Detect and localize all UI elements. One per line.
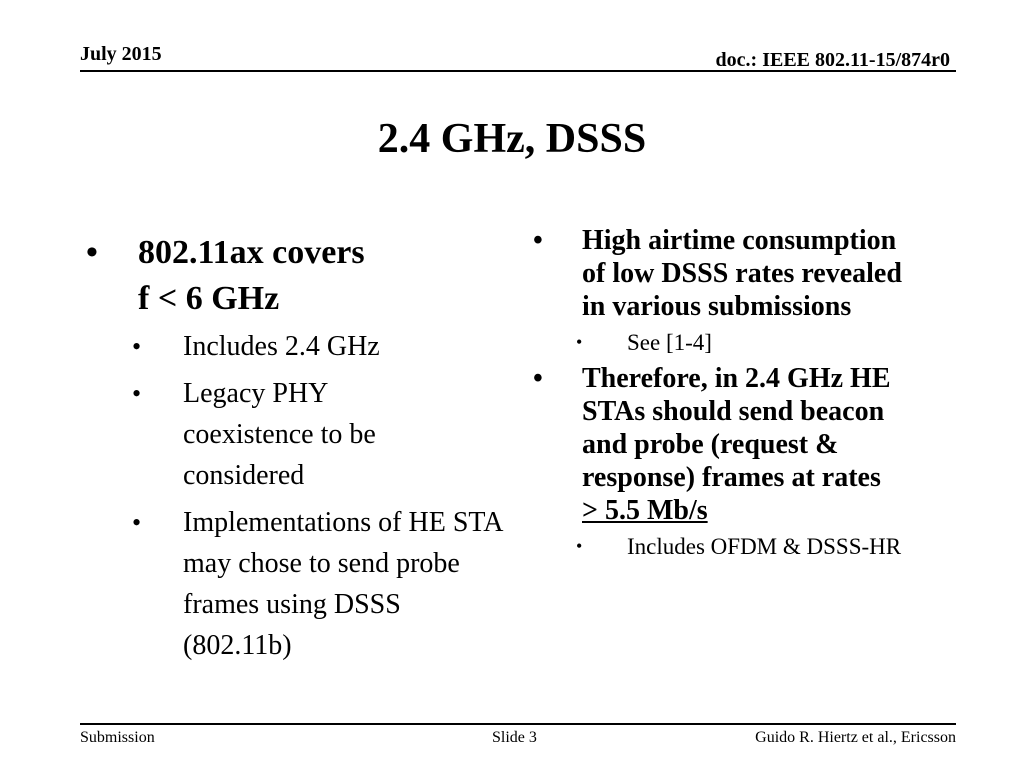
left-sub-bullet-text: Includes 2.4 GHz xyxy=(183,331,380,362)
header-doc-id: doc.: IEEE 802.11-15/874r0 xyxy=(715,49,950,71)
footer-submission: Submission xyxy=(80,729,155,746)
header-divider xyxy=(80,70,956,72)
left-sub-bullet-text: Implementations of HE STA may chose to send probe frames using DSSS (802.11b) xyxy=(183,507,502,661)
rate-threshold: > 5.5 Mb/s xyxy=(582,495,708,526)
left-main-bullet xyxy=(86,230,516,322)
right-bullet-text: High airtime consumption of low DSSS rates revealed in various submissions xyxy=(582,225,902,322)
header-date: July 2015 xyxy=(80,43,162,65)
left-sub-bullet xyxy=(86,326,413,367)
left-column xyxy=(86,230,516,666)
right-sub-bullet xyxy=(533,533,927,560)
left-bullet-list xyxy=(86,230,516,322)
right-column xyxy=(533,224,953,566)
right-sub-bullet-text: Includes OFDM & DSSS-HR xyxy=(627,534,902,559)
footer-slide-number: Slide 3 xyxy=(492,729,537,746)
left-main-bullet-line1: 802.11ax covers xyxy=(138,234,365,271)
left-sub-bullet-list xyxy=(86,326,516,666)
right-bullet-list xyxy=(533,224,953,560)
left-sub-bullet-text: Legacy PHY coexistence to be considered xyxy=(183,378,376,491)
right-sub-bullet xyxy=(533,329,953,356)
right-bullet xyxy=(533,224,917,323)
right-sub-bullet-text: See [1-4] xyxy=(627,330,712,355)
right-bullet xyxy=(533,362,912,527)
left-main-bullet-line2: f < 6 GHz xyxy=(138,280,280,317)
left-sub-bullet xyxy=(86,373,418,496)
footer-author: Guido R. Hiertz et al., Ericsson xyxy=(755,729,956,746)
footer-divider xyxy=(80,723,956,725)
right-bullet-text: Therefore, in 2.4 GHz HE STAs should send beacon and probe (request & response) frames at rates xyxy=(582,363,891,493)
left-sub-bullet xyxy=(86,502,503,666)
slide-title: 2.4 GHz, DSSS xyxy=(377,116,647,162)
